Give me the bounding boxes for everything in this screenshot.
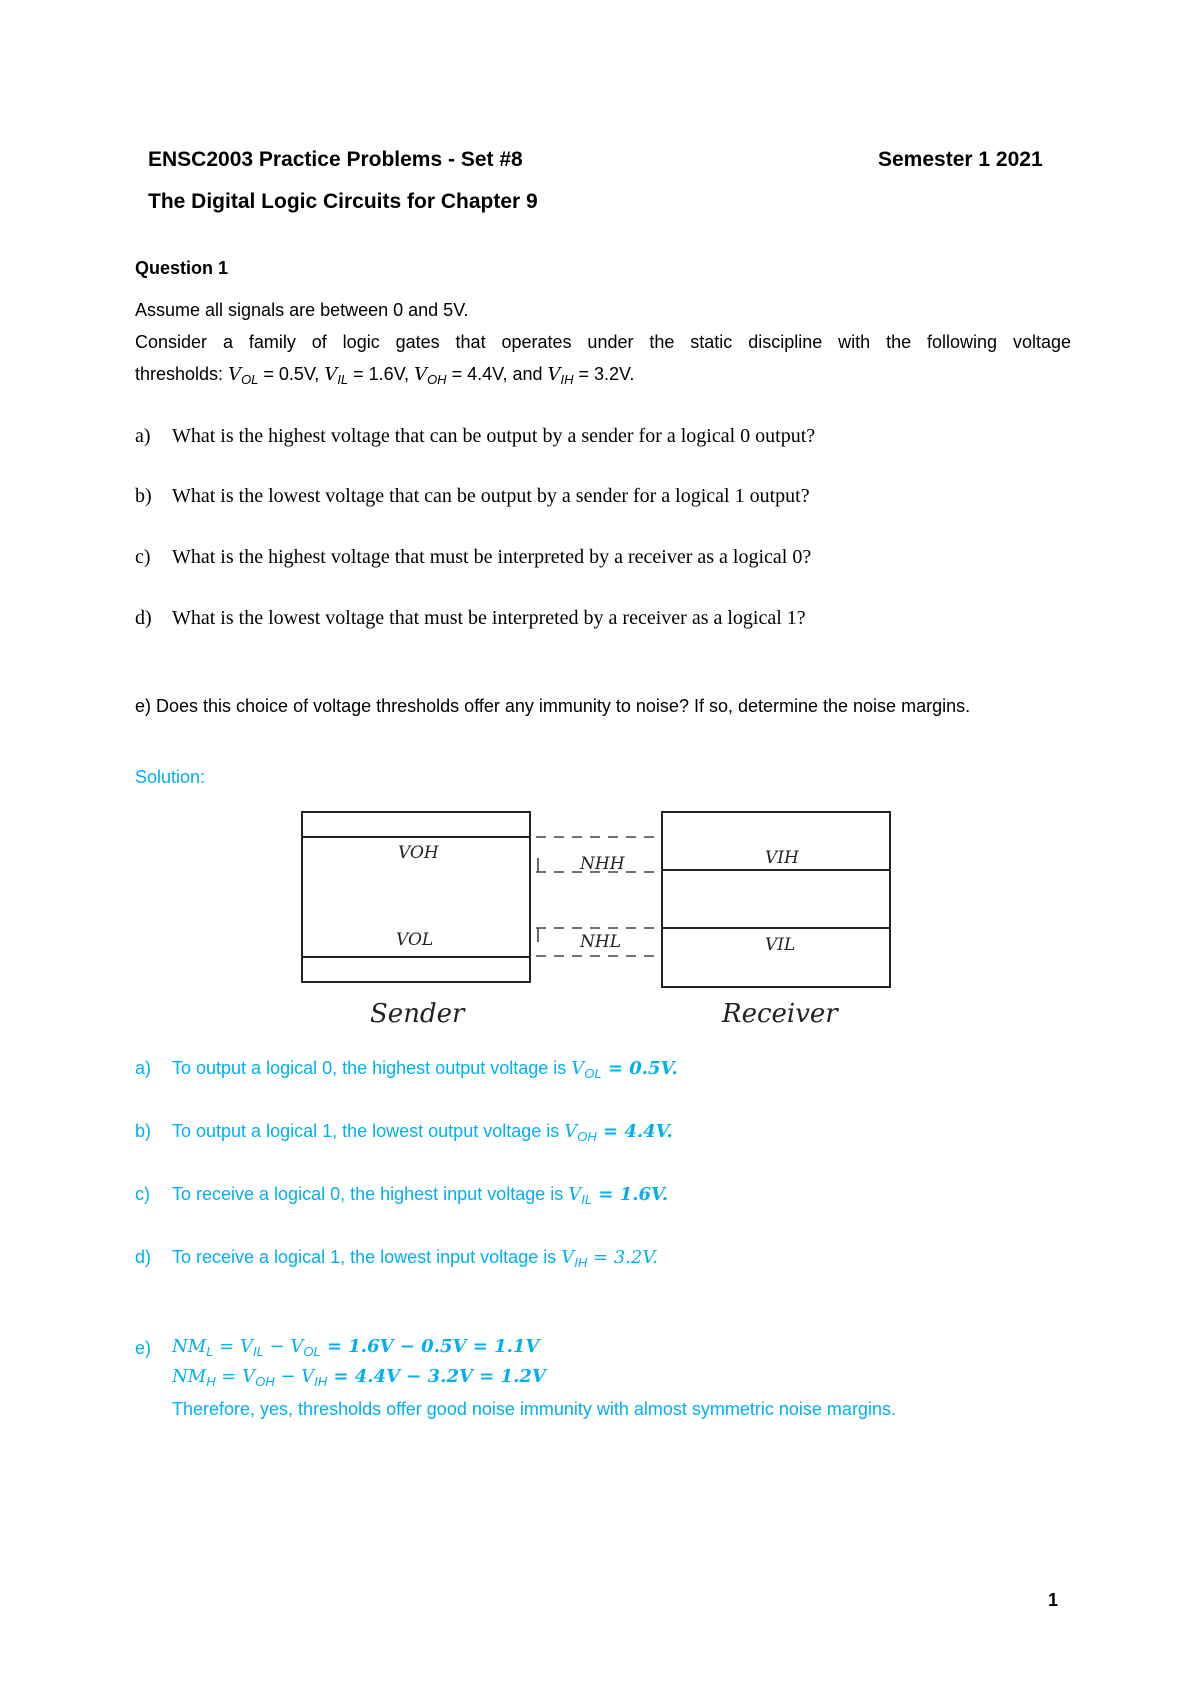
threshold-vil: $V_{IL} = 1.6V$, [324, 364, 415, 387]
noise-margin-diagram [290, 800, 910, 1040]
receiver-caption: Receiver [722, 999, 838, 1029]
document-title: ENSC2003 Practice Problems - Set #8 [148, 148, 523, 171]
answer-d: d) To receive a logical 1, the lowest input voltage is $V_{IH} = 3.2V$. [135, 1247, 658, 1270]
thresholds-prefix: thresholds: [135, 364, 229, 384]
semester-label: Semester 1 2021 [878, 148, 1043, 171]
answer-e-conclusion: Therefore, yes, thresholds offer good noise immunity with almost symmetric noise margins. [172, 1399, 896, 1419]
solution-heading: Solution: [135, 767, 206, 787]
answer-b: b) To output a logical 1, the lowest output voltage is $V_{OH} = 4.4V$. [135, 1121, 673, 1144]
question-part-a: a) What is the highest voltage that can be output by a sender for a logical 0 output? [135, 425, 816, 447]
receiver-box [662, 812, 890, 987]
document-subtitle: The Digital Logic Circuits for Chapter 9 [148, 190, 538, 213]
sender-vol-label: VOL [396, 930, 434, 950]
nh-high-label: NHH [580, 854, 625, 874]
question-title: Question 1 [135, 258, 229, 278]
nh-low-label: NHL [580, 932, 621, 952]
receiver-vih-label: VIH [765, 848, 799, 868]
question-part-d: d) What is the lowest voltage that must be interpreted by a receiver as a logical 1? [135, 607, 806, 629]
sender-voh-label: VOH [398, 843, 439, 863]
answer-e-line-1: $NM_L = V_{IL} - V_{OL} = 1.6V - 0.5V = 1.1V$ [172, 1336, 540, 1359]
page-number: 1 [1048, 1590, 1059, 1610]
threshold-vih: $V_{IH} = 3.2V$. [547, 364, 635, 387]
question-part-c: c) What is the highest voltage that must be interpreted by a receiver as a logical 0? [135, 546, 812, 568]
threshold-vol: $V_{OL} = 0.5V$, [228, 364, 325, 387]
answer-c: c) To receive a logical 0, the highest input voltage is $V_{IL} = 1.6V$. [135, 1184, 669, 1207]
question-part-e: e) Does this choice of voltage thresholds offer any immunity to noise? If so, determine the noise margins. [135, 696, 971, 716]
receiver-vil-label: VIL [765, 935, 796, 955]
answer-a: a) To output a logical 0, the highest output voltage is $V_{OL} = 0.5V$. [135, 1058, 678, 1081]
question-part-b: b) What is the lowest voltage that can be output by a sender for a logical 1 output? [135, 485, 810, 507]
question-line-3 [135, 364, 634, 385]
question-line-2: Consider a family of logic gates that operates under the static discipline with the following voltage [135, 332, 1071, 352]
answer-e-label: e) [135, 1338, 152, 1358]
threshold-voh: $V_{OH} = 4.4V$, and [414, 364, 548, 387]
sender-caption: Sender [370, 999, 465, 1029]
answer-e-line-2: $NM_H = V_{OH} - V_{IH} = 4.4V - 3.2V = 1.2V$ [172, 1366, 546, 1389]
question-line-1: Assume all signals are between 0 and 5V. [135, 300, 469, 320]
